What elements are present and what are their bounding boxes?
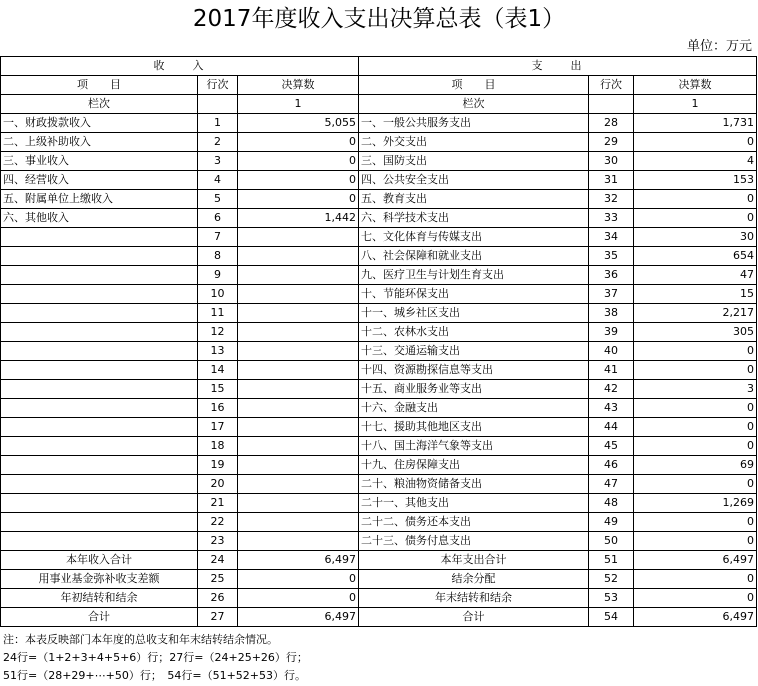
income-item-cell: 四、经营收入 [1, 171, 198, 190]
income-amount-cell [238, 532, 359, 551]
column-index-row [1, 95, 757, 114]
expense-item-cell: 十三、交通运输支出 [359, 342, 589, 361]
summary-row [1, 608, 757, 627]
income-item-cell: 本年收入合计 [1, 551, 198, 570]
expense-amount-cell: 0 [634, 532, 757, 551]
income-rowno-cell: 7 [198, 228, 238, 247]
expense-item-cell: 二十二、债务还本支出 [359, 513, 589, 532]
income-amount-index: 1 [238, 95, 359, 114]
income-item-cell [1, 247, 198, 266]
expense-rowno-cell: 52 [589, 570, 634, 589]
expense-item-cell: 二十三、债务付息支出 [359, 532, 589, 551]
expense-amount-cell: 1,731 [634, 114, 757, 133]
expense-item-cell: 十、节能环保支出 [359, 285, 589, 304]
expense-rowno-cell: 40 [589, 342, 634, 361]
income-amount-cell [238, 361, 359, 380]
expense-amount-cell: 6,497 [634, 608, 757, 627]
income-section-header: 收 入 [1, 57, 359, 76]
income-rowno-cell: 1 [198, 114, 238, 133]
expense-rowno-cell: 36 [589, 266, 634, 285]
income-rowno-header: 行次 [198, 76, 238, 95]
expense-rowno-cell: 31 [589, 171, 634, 190]
expense-item-cell: 十六、金融支出 [359, 399, 589, 418]
expense-rowno-cell: 38 [589, 304, 634, 323]
table-row [1, 152, 757, 171]
expense-amount-cell: 0 [634, 589, 757, 608]
income-amount-cell [238, 342, 359, 361]
income-amount-cell [238, 285, 359, 304]
income-amount-cell: 0 [238, 171, 359, 190]
column-header-row [1, 76, 757, 95]
income-amount-cell [238, 304, 359, 323]
income-item-cell [1, 228, 198, 247]
table-row [1, 190, 757, 209]
income-rowno-cell: 9 [198, 266, 238, 285]
income-rowno-cell: 8 [198, 247, 238, 266]
income-rowno-cell: 27 [198, 608, 238, 627]
income-rowno-cell: 4 [198, 171, 238, 190]
expense-amount-cell: 47 [634, 266, 757, 285]
expense-rowno-cell: 43 [589, 399, 634, 418]
expense-rowno-cell: 41 [589, 361, 634, 380]
expense-amount-cell: 1,269 [634, 494, 757, 513]
expense-item-cell: 十五、商业服务业等支出 [359, 380, 589, 399]
expense-item-cell: 结余分配 [359, 570, 589, 589]
footnote-line: 51行=（28+29+⋯+50）行； 54行=（51+52+53）行。 [3, 669, 306, 682]
income-rowno-cell: 12 [198, 323, 238, 342]
footnote-line: 24行=（1+2+3+4+5+6）行；27行=（24+25+26）行； [3, 651, 308, 664]
income-amount-cell [238, 456, 359, 475]
income-amount-cell: 0 [238, 133, 359, 152]
table-row [1, 247, 757, 266]
expense-amount-cell: 4 [634, 152, 757, 171]
expense-item-cell: 二十一、其他支出 [359, 494, 589, 513]
expense-amount-cell: 0 [634, 133, 757, 152]
table-row [1, 171, 757, 190]
income-amount-cell: 6,497 [238, 551, 359, 570]
income-rowno-cell: 26 [198, 589, 238, 608]
expense-rowno-cell: 29 [589, 133, 634, 152]
expense-rowno-cell: 44 [589, 418, 634, 437]
income-amount-cell: 0 [238, 152, 359, 171]
expense-rowno-cell: 34 [589, 228, 634, 247]
expense-item-cell: 十二、农林水支出 [359, 323, 589, 342]
expense-item-cell: 九、医疗卫生与计划生育支出 [359, 266, 589, 285]
income-rowno-cell: 22 [198, 513, 238, 532]
table-row [1, 380, 757, 399]
expense-amount-cell: 0 [634, 190, 757, 209]
expense-rowno-cell: 53 [589, 589, 634, 608]
expense-amount-cell: 69 [634, 456, 757, 475]
expense-item-cell: 六、科学技术支出 [359, 209, 589, 228]
table-row [1, 437, 757, 456]
section-header-row [1, 57, 757, 76]
table-row [1, 323, 757, 342]
expense-amount-cell: 6,497 [634, 551, 757, 570]
income-amount-cell [238, 494, 359, 513]
income-rowno-cell: 17 [198, 418, 238, 437]
expense-amount-cell: 654 [634, 247, 757, 266]
income-item-cell: 合计 [1, 608, 198, 627]
income-amount-cell: 5,055 [238, 114, 359, 133]
expense-amount-cell: 0 [634, 399, 757, 418]
expense-item-cell: 八、社会保障和就业支出 [359, 247, 589, 266]
income-item-cell [1, 475, 198, 494]
income-rowno-cell: 2 [198, 133, 238, 152]
expense-rowno-cell: 49 [589, 513, 634, 532]
income-item-cell: 三、事业收入 [1, 152, 198, 171]
expense-rowno-cell: 42 [589, 380, 634, 399]
expense-amount-cell: 0 [634, 418, 757, 437]
income-item-cell: 一、财政拨款收入 [1, 114, 198, 133]
table-body [1, 57, 757, 627]
table-row [1, 475, 757, 494]
income-amount-header: 决算数 [238, 76, 359, 95]
expense-amount-cell: 3 [634, 380, 757, 399]
table-row [1, 266, 757, 285]
summary-row [1, 551, 757, 570]
income-amount-cell: 0 [238, 589, 359, 608]
footnotes [3, 631, 308, 685]
expense-rowno-cell: 48 [589, 494, 634, 513]
expense-item-cell: 年末结转和结余 [359, 589, 589, 608]
expense-amount-cell: 0 [634, 342, 757, 361]
expense-item-cell: 十四、资源勘探信息等支出 [359, 361, 589, 380]
income-amount-cell [238, 418, 359, 437]
summary-row [1, 589, 757, 608]
income-column-no: 栏次 [1, 95, 198, 114]
expense-rowno-cell: 28 [589, 114, 634, 133]
income-amount-cell: 6,497 [238, 608, 359, 627]
income-amount-cell [238, 323, 359, 342]
income-rowno-cell: 13 [198, 342, 238, 361]
income-rowno-cell: 5 [198, 190, 238, 209]
income-rowno-cell: 6 [198, 209, 238, 228]
expense-item-cell: 合计 [359, 608, 589, 627]
income-item-cell [1, 266, 198, 285]
table-row [1, 285, 757, 304]
expense-column-no: 栏次 [359, 95, 589, 114]
income-item-cell: 二、上级补助收入 [1, 133, 198, 152]
expense-rowno-cell: 46 [589, 456, 634, 475]
expense-amount-cell: 30 [634, 228, 757, 247]
expense-amount-cell: 305 [634, 323, 757, 342]
table-row [1, 456, 757, 475]
income-amount-cell [238, 437, 359, 456]
table-row [1, 494, 757, 513]
expense-item-cell: 本年支出合计 [359, 551, 589, 570]
expense-item-header: 项 目 [359, 76, 589, 95]
expense-amount-cell: 0 [634, 209, 757, 228]
table-row [1, 532, 757, 551]
income-rowno-cell: 10 [198, 285, 238, 304]
expense-rowno-cell: 32 [589, 190, 634, 209]
income-item-cell: 年初结转和结余 [1, 589, 198, 608]
expense-item-cell: 十八、国土海洋气象等支出 [359, 437, 589, 456]
expense-amount-cell: 0 [634, 513, 757, 532]
income-item-cell [1, 380, 198, 399]
expense-amount-cell: 15 [634, 285, 757, 304]
income-item-cell [1, 456, 198, 475]
table-row [1, 418, 757, 437]
table-row [1, 228, 757, 247]
income-item-cell [1, 532, 198, 551]
expense-item-cell: 一、一般公共服务支出 [359, 114, 589, 133]
income-amount-cell [238, 399, 359, 418]
expense-rowno-cell: 30 [589, 152, 634, 171]
income-rowno-cell: 23 [198, 532, 238, 551]
income-rowno-cell: 18 [198, 437, 238, 456]
income-amount-cell: 0 [238, 570, 359, 589]
expense-amount-cell: 0 [634, 437, 757, 456]
expense-rowno-index [589, 95, 634, 114]
expense-amount-cell: 0 [634, 570, 757, 589]
expense-rowno-cell: 54 [589, 608, 634, 627]
income-item-cell [1, 285, 198, 304]
income-rowno-cell: 15 [198, 380, 238, 399]
expense-amount-cell: 0 [634, 475, 757, 494]
income-item-cell [1, 399, 198, 418]
income-amount-cell [238, 228, 359, 247]
income-amount-cell [238, 475, 359, 494]
income-item-cell [1, 437, 198, 456]
report-title: 2017年度收入支出决算总表（表1） [192, 6, 566, 32]
income-amount-cell [238, 266, 359, 285]
income-item-cell [1, 494, 198, 513]
income-rowno-cell: 14 [198, 361, 238, 380]
expense-rowno-cell: 33 [589, 209, 634, 228]
income-rowno-cell: 21 [198, 494, 238, 513]
expense-rowno-cell: 47 [589, 475, 634, 494]
expense-rowno-header: 行次 [589, 76, 634, 95]
income-item-cell [1, 513, 198, 532]
income-item-cell [1, 418, 198, 437]
income-amount-cell [238, 380, 359, 399]
budget-table [0, 56, 757, 627]
income-rowno-index [198, 95, 238, 114]
income-rowno-cell: 19 [198, 456, 238, 475]
expense-item-cell: 二十、粮油物资储备支出 [359, 475, 589, 494]
income-rowno-cell: 11 [198, 304, 238, 323]
expense-rowno-cell: 45 [589, 437, 634, 456]
expense-amount-cell: 0 [634, 361, 757, 380]
income-item-cell [1, 304, 198, 323]
expense-rowno-cell: 39 [589, 323, 634, 342]
income-item-header: 项 目 [1, 76, 198, 95]
income-item-cell: 六、其他收入 [1, 209, 198, 228]
table-row [1, 342, 757, 361]
expense-item-cell: 七、文化体育与传媒支出 [359, 228, 589, 247]
table-row [1, 114, 757, 133]
table-row [1, 513, 757, 532]
table-row [1, 399, 757, 418]
income-item-cell: 五、附属单位上缴收入 [1, 190, 198, 209]
income-rowno-cell: 16 [198, 399, 238, 418]
income-item-cell [1, 342, 198, 361]
table-row [1, 209, 757, 228]
expense-item-cell: 十九、住房保障支出 [359, 456, 589, 475]
expense-section-header: 支 出 [359, 57, 757, 76]
expense-rowno-cell: 37 [589, 285, 634, 304]
income-amount-cell [238, 247, 359, 266]
income-item-cell [1, 361, 198, 380]
income-rowno-cell: 25 [198, 570, 238, 589]
expense-item-cell: 十一、城乡社区支出 [359, 304, 589, 323]
income-item-cell [1, 323, 198, 342]
expense-item-cell: 三、国防支出 [359, 152, 589, 171]
expense-amount-index: 1 [634, 95, 757, 114]
expense-amount-cell: 153 [634, 171, 757, 190]
expense-rowno-cell: 35 [589, 247, 634, 266]
expense-item-cell: 二、外交支出 [359, 133, 589, 152]
table-row [1, 304, 757, 323]
summary-row [1, 570, 757, 589]
expense-item-cell: 五、教育支出 [359, 190, 589, 209]
income-amount-cell: 0 [238, 190, 359, 209]
table-row [1, 361, 757, 380]
income-rowno-cell: 20 [198, 475, 238, 494]
income-item-cell: 用事业基金弥补收支差额 [1, 570, 198, 589]
income-amount-cell: 1,442 [238, 209, 359, 228]
expense-item-cell: 四、公共安全支出 [359, 171, 589, 190]
income-rowno-cell: 3 [198, 152, 238, 171]
income-amount-cell [238, 513, 359, 532]
unit-label: 单位：万元 [686, 39, 752, 54]
expense-item-cell: 十七、援助其他地区支出 [359, 418, 589, 437]
expense-amount-header: 决算数 [634, 76, 757, 95]
table-row [1, 133, 757, 152]
expense-rowno-cell: 51 [589, 551, 634, 570]
expense-amount-cell: 2,217 [634, 304, 757, 323]
expense-rowno-cell: 50 [589, 532, 634, 551]
income-rowno-cell: 24 [198, 551, 238, 570]
footnote-line: 注：本表反映部门本年度的总收支和年末结转结余情况。 [3, 633, 278, 646]
